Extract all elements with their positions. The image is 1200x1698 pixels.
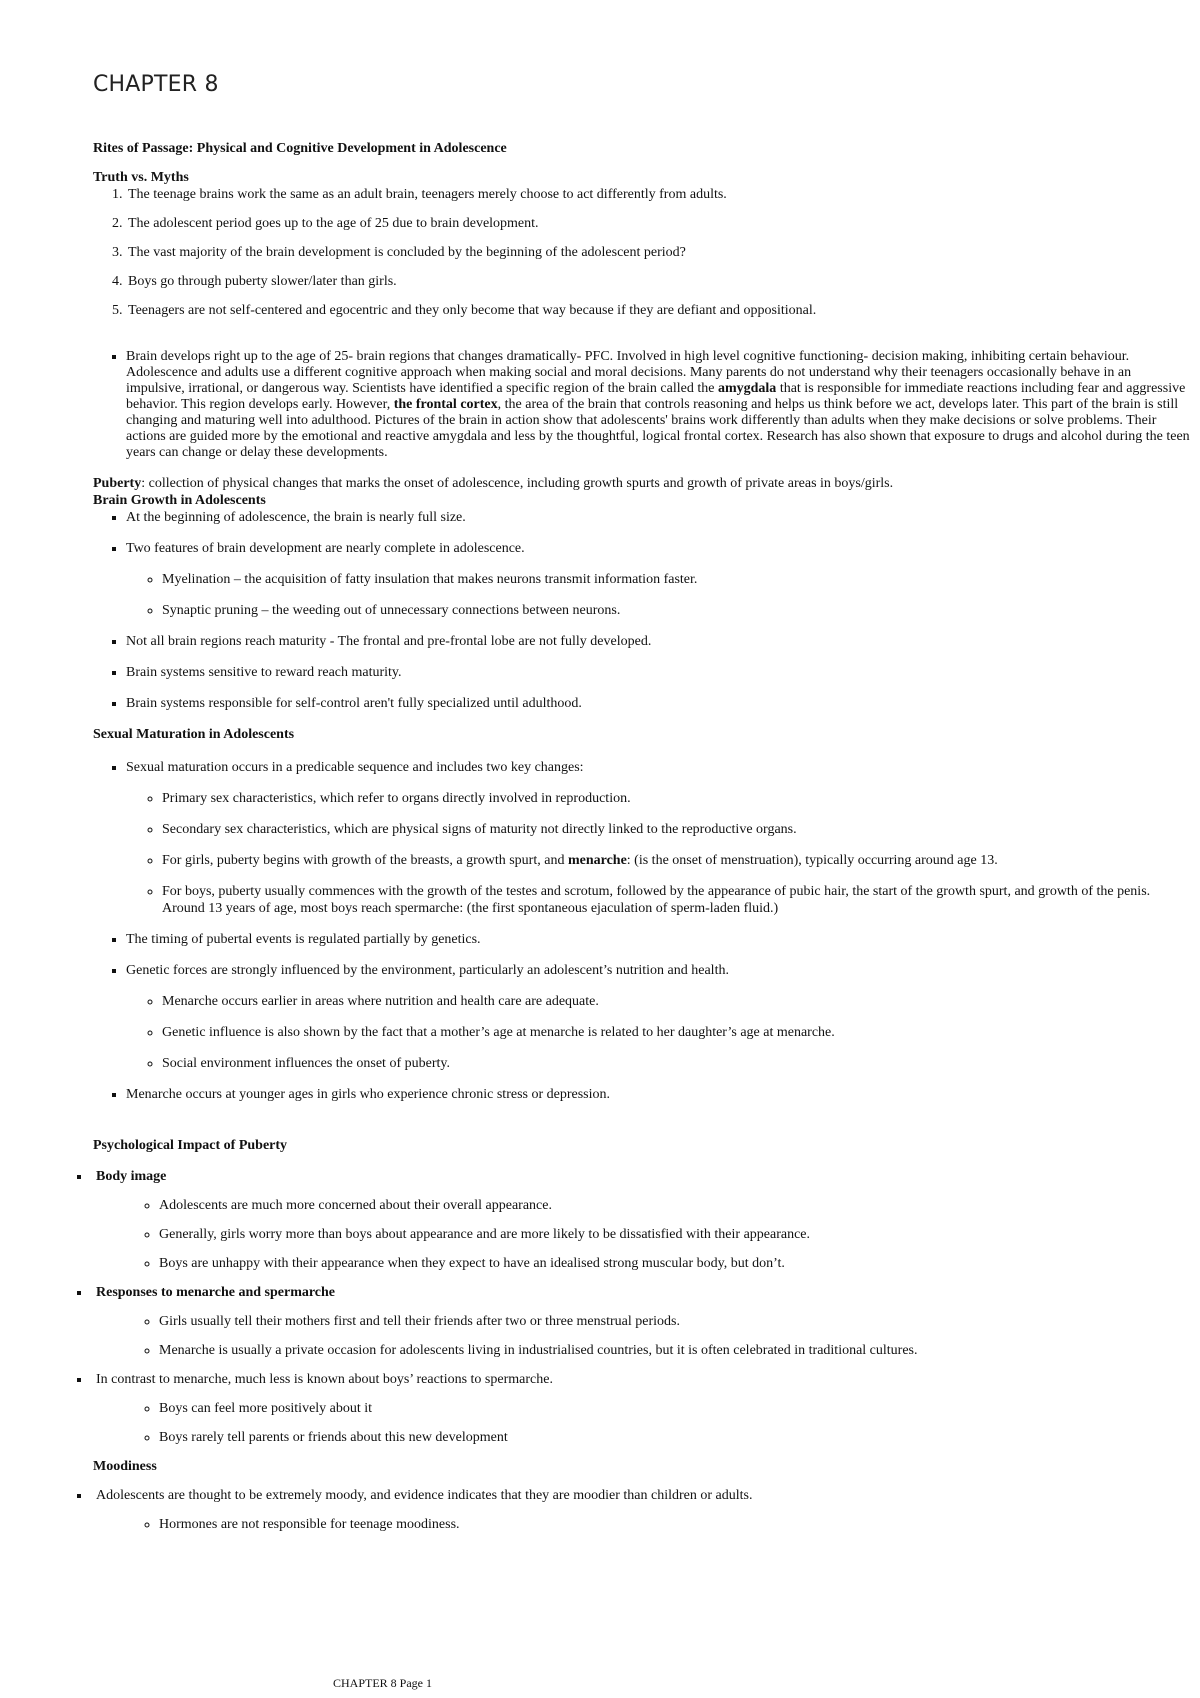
moodiness-list: [77, 1487, 1193, 1533]
brain-growth-list: [93, 509, 1193, 712]
section-title: Rites of Passage: Physical and Cognitive Development in Adolescence: [93, 141, 507, 156]
sub-list: [126, 571, 1193, 619]
moodiness-heading: Moodiness: [93, 1459, 157, 1474]
sexual-maturation-list: [93, 759, 1193, 1103]
sub-list-item: ◦ Girls usually tell their mothers first and tell their friends after two or three menstrual periods.: [159, 1313, 1193, 1330]
sub-list-item: ◦ Generally, girls worry more than boys about appearance and are more likely to be dissatisfied with their appearance.: [159, 1226, 1193, 1243]
sub-list-item: ◦ Primary sex characteristics, which refer to organs directly involved in reproduction.: [162, 790, 1193, 807]
myth-item: 1. The teenage brains work the same as an adult brain, teenagers merely choose to act differently from adults.: [126, 186, 1193, 203]
list-item-text: Sexual maturation occurs in a predicable sequence and includes two key changes:: [126, 760, 584, 775]
document-body: [93, 140, 1193, 1545]
sub-list-item: ◦ Boys can feel more positively about it: [159, 1400, 1193, 1417]
sub-list: [126, 993, 1193, 1072]
list-item: [77, 1487, 1193, 1533]
myth-item: 3. The vast majority of the brain development is concluded by the beginning of the adolescent period?: [126, 244, 1193, 261]
list-item: [126, 540, 1193, 619]
myth-item: 2. The adolescent period goes up to the age of 25 due to brain development.: [126, 215, 1193, 232]
sub-list-item: ◦ Synaptic pruning – the weeding out of unnecessary connections between neurons.: [162, 602, 1193, 619]
sub-list: [77, 1516, 1193, 1533]
sub-list-item: ◦ Adolescents are much more concerned about their overall appearance.: [159, 1197, 1193, 1214]
brain-paragraph: [126, 349, 1193, 461]
sub-list-item: ◦ Menarche occurs earlier in areas where nutrition and health care are adequate.: [162, 993, 1193, 1010]
list-item: [126, 759, 1193, 917]
list-item: ▪ Brain systems sensitive to reward reach maturity.: [126, 664, 1193, 681]
body-image-heading: Body image: [96, 1169, 167, 1184]
term-amygdala: amygdala: [717, 381, 777, 396]
list-item-text: Genetic forces are strongly influenced by the environment, particularly an adolescent’s nutrition and health.: [126, 963, 729, 978]
brain-paragraph-list: [93, 349, 1193, 461]
list-item: [77, 1168, 1193, 1272]
sub-list-item: ◦ Genetic influence is also shown by the fact that a mother’s age at menarche is related to her daughter’s age at menarche.: [162, 1024, 1193, 1041]
term-frontal-cortex: the frontal cortex: [393, 397, 498, 412]
sub-list: [126, 790, 1193, 917]
list-item: ▪ Brain systems responsible for self-control aren't fully specialized until adulthood.: [126, 695, 1193, 712]
list-item: ▪ At the beginning of adolescence, the brain is nearly full size.: [126, 509, 1193, 526]
sub-list-item: ◦ Boys rarely tell parents or friends about this new development: [159, 1429, 1193, 1446]
puberty-term: Puberty: [93, 476, 142, 491]
list-item: [77, 1284, 1193, 1359]
psych-impact-heading: Psychological Impact of Puberty: [93, 1138, 288, 1153]
puberty-definition: [93, 475, 1193, 492]
sub-list-item: ◦ Menarche is usually a private occasion for adolescents living in industrialised countries, but it is often celebrated in traditional cultures.: [159, 1342, 1193, 1359]
brain-paragraph-part1: Brain develops right up to the age of 25- brain regions that changes dramatically- PFC. Involved in high level cognitive functioning- decision making, inhibiting certain behaviour. Adolescence and adults use a different cognitive approach when making social and moral decisions. Many parents do not understand why their teenagers occasionally behave in an impulsive, irrational, or dangerous way. Scientists have identified a specific region of the brain called the: [126, 349, 1132, 396]
myths-list: [93, 186, 1193, 319]
contrast-text: In contrast to menarche, much less is known about boys’ reactions to spermarche.: [96, 1372, 553, 1387]
sub-list-item: [162, 852, 1193, 869]
term-menarche: menarche: [567, 853, 627, 868]
sub-list-item: ◦ Hormones are not responsible for teenage moodiness.: [159, 1516, 1193, 1533]
page-footer: CHAPTER 8 Page 1: [333, 1676, 432, 1690]
sub-list-item: ◦ Boys are unhappy with their appearance when they expect to have an idealised strong muscular body, but don’t.: [159, 1255, 1193, 1272]
list-item: [126, 962, 1193, 1072]
moodiness-text: Adolescents are thought to be extremely moody, and evidence indicates that they are moodier than children or adults.: [96, 1488, 753, 1503]
responses-heading: Responses to menarche and spermarche: [96, 1285, 336, 1300]
sub-list-item: ◦ Social environment influences the onset of puberty.: [162, 1055, 1193, 1072]
list-item: ▪ Menarche occurs at younger ages in girls who experience chronic stress or depression.: [126, 1086, 1193, 1103]
myth-item: 4. Boys go through puberty slower/later than girls.: [126, 273, 1193, 290]
list-item: [77, 1371, 1193, 1446]
sub-list-text: : (is the onset of menstruation), typically occurring around age 13.: [626, 853, 998, 868]
brain-growth-heading: Brain Growth in Adolescents: [93, 493, 266, 508]
list-item: ▪ The timing of pubertal events is regulated partially by genetics.: [126, 931, 1193, 948]
sub-list: [77, 1313, 1193, 1359]
sexual-maturation-heading: Sexual Maturation in Adolescents: [93, 727, 295, 742]
brain-paragraph-part2: that is responsible for immediate reactions including fear and aggressive behavior. This region develops early. However,: [126, 381, 1186, 412]
list-item-text: Two features of brain development are nearly complete in adolescence.: [126, 541, 525, 556]
truth-myths-heading: Truth vs. Myths: [93, 170, 189, 185]
brain-paragraph-part3: , the area of the brain that controls reasoning and helps us think before we act, develops later. This part of the brain is still changing and maturing well into adulthood. Pictures of the brain in action show that adolescents' brains work differently than adults when they make decisions or solve problems. Their actions are guided more by the emotional and reactive amygdala and less by the thoughtful, logical frontal cortex. Research has also shown that exposure to drugs and alcohol during the teen years can change or delay these developments.: [126, 397, 1190, 460]
myth-item: 5. Teenagers are not self-centered and egocentric and they only become that way because if they are defiant and oppositional.: [126, 302, 1193, 319]
sub-list-item: ◦ For boys, puberty usually commences with the growth of the testes and scrotum, followed by the appearance of pubic hair, the start of the growth spurt, and growth of the penis. Around 13 years of age, most boys reach spermarche: (the first spontaneous ejaculation of sperm-laden fluid.): [162, 883, 1193, 917]
sub-list-item: ◦ Myelination – the acquisition of fatty insulation that makes neurons transmit information faster.: [162, 571, 1193, 588]
sub-list-item: ◦ Secondary sex characteristics, which are physical signs of maturity not directly linked to the reproductive organs.: [162, 821, 1193, 838]
sub-list: [77, 1400, 1193, 1446]
puberty-text: : collection of physical changes that marks the onset of adolescence, including growth spurts and growth of private areas in boys/girls.: [141, 476, 894, 491]
psych-impact-list: [77, 1168, 1193, 1446]
list-item: ▪ Not all brain regions reach maturity - The frontal and pre-frontal lobe are not fully developed.: [126, 633, 1193, 650]
sub-list: [77, 1197, 1193, 1272]
page-title: CHAPTER 8: [93, 72, 219, 97]
sub-list-text: For girls, puberty begins with growth of the breasts, a growth spurt, and: [162, 853, 568, 868]
